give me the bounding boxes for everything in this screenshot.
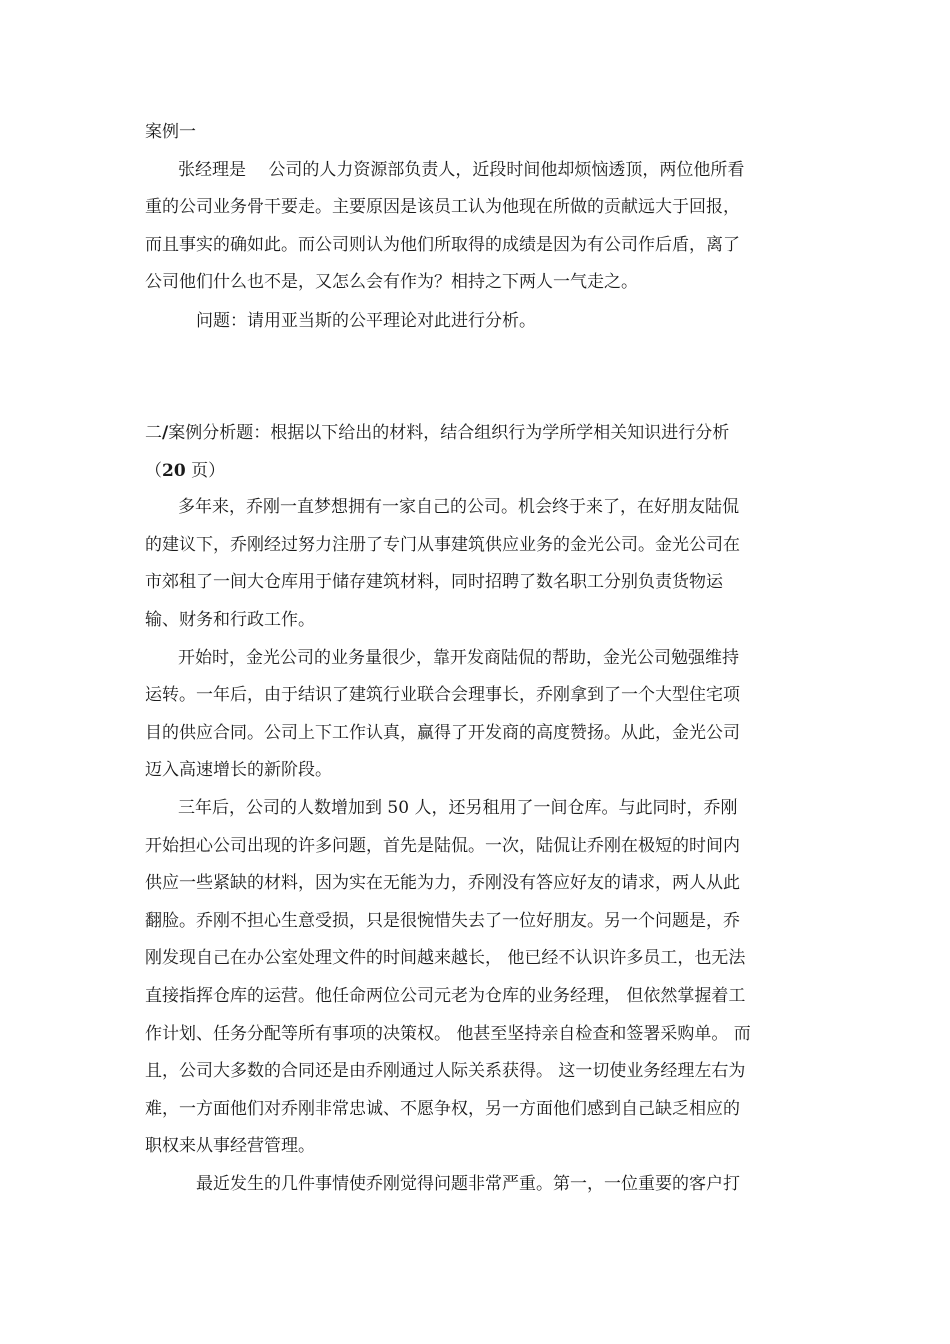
case2-heading-number: 20 <box>162 461 186 481</box>
case2-body-line: 输、财务和行政工作。 <box>145 610 315 630</box>
case2-heading-slash: / <box>162 423 169 443</box>
case2-body-line: 直接指挥仓库的运营。他任命两位公司元老为仓库的业务经理， 但依然掌握着工 <box>145 986 746 1006</box>
case2-heading <box>145 423 815 443</box>
case2-body-line: 多年来，乔刚一直梦想拥有一家自己的公司。机会终于来了，在好朋友陆侃 <box>178 497 739 517</box>
case2-body-line: 开始担心公司出现的许多问题，首先是陆侃。一次，陆侃让乔刚在极短的时间内 <box>145 836 740 856</box>
case2-heading-text: 案例分析题：根据以下给出的材料，结合组织行为学所学相关知识进行分析 <box>168 423 730 443</box>
case2-body-line: 作计划、任务分配等所有事项的决策权。 他甚至坚持亲自检查和签署采购单。 而 <box>145 1024 751 1044</box>
case2-body-line: 市郊租了一间大仓库用于储存建筑材料，同时招聘了数名职工分别负责货物运 <box>145 572 723 592</box>
case2-body-line: 迈入高速增长的新阶段。 <box>145 760 332 780</box>
case2-heading-subline <box>145 461 815 481</box>
case2-body-line: 三年后，公司的人数增加到 50 人，还另租用了一间仓库。与此同时，乔刚 <box>178 798 738 818</box>
case2-body-line: 供应一些紧缺的材料，因为实在无能为力，乔刚没有答应好友的请求，两人从此 <box>145 873 740 893</box>
case1-title: 案例一 <box>145 122 196 142</box>
case2-body-line: 目的供应合同。公司上下工作认真，赢得了开发商的高度赞扬。从此，金光公司 <box>145 723 740 743</box>
case2-body-line: 翻脸。乔刚不担心生意受损，只是很惋惜失去了一位好朋友。另一个问题是，乔 <box>145 911 740 931</box>
case1-paragraph-line: 而且事实的确如此。而公司则认为他们所取得的成绩是因为有公司作后盾，离了 <box>145 235 740 255</box>
case2-heading-paren-open: （ <box>145 461 162 481</box>
case1-paragraph-line: 张经理是 公司的人力资源部负责人，近段时间他却烦恼透顶，两位他所看 <box>178 160 745 180</box>
case1-paragraph-line: 重的公司业务骨干要走。主要原因是该员工认为他现在所做的贡献远大于回报， <box>145 197 740 217</box>
case2-heading-paren-close: 页） <box>185 461 226 481</box>
case2-body-line: 难，一方面他们对乔刚非常忠诚、不愿争权，另一方面他们感到自己缺乏相应的 <box>145 1099 740 1119</box>
case2-body-line: 运转。一年后，由于结识了建筑行业联合会理事长，乔刚拿到了一个大型住宅项 <box>145 685 740 705</box>
case2-body-line: 开始时，金光公司的业务量很少，靠开发商陆侃的帮助，金光公司勉强维持 <box>178 648 739 668</box>
case2-body-line: 的建议下，乔刚经过努力注册了专门从事建筑供应业务的金光公司。金光公司在 <box>145 535 740 555</box>
case2-body-line: 职权来从事经营管理。 <box>145 1136 315 1156</box>
case1-paragraph-line: 公司他们什么也不是，又怎么会有作为？相持之下两人一气走之。 <box>145 272 638 292</box>
case1-question: 问题：请用亚当斯的公平理论对此进行分析。 <box>196 311 536 331</box>
case2-body-line: 且，公司大多数的合同还是由乔刚通过人际关系获得。 这一切使业务经理左右为 <box>145 1061 746 1081</box>
case2-body-line: 最近发生的几件事情使乔刚觉得问题非常严重。第一，一位重要的客户打 <box>196 1174 740 1194</box>
case2-body-line: 刚发现自己在办公室处理文件的时间越来越长， 他已经不认识许多员工，也无法 <box>145 948 746 968</box>
case2-heading-prefix: 二 <box>145 423 162 443</box>
